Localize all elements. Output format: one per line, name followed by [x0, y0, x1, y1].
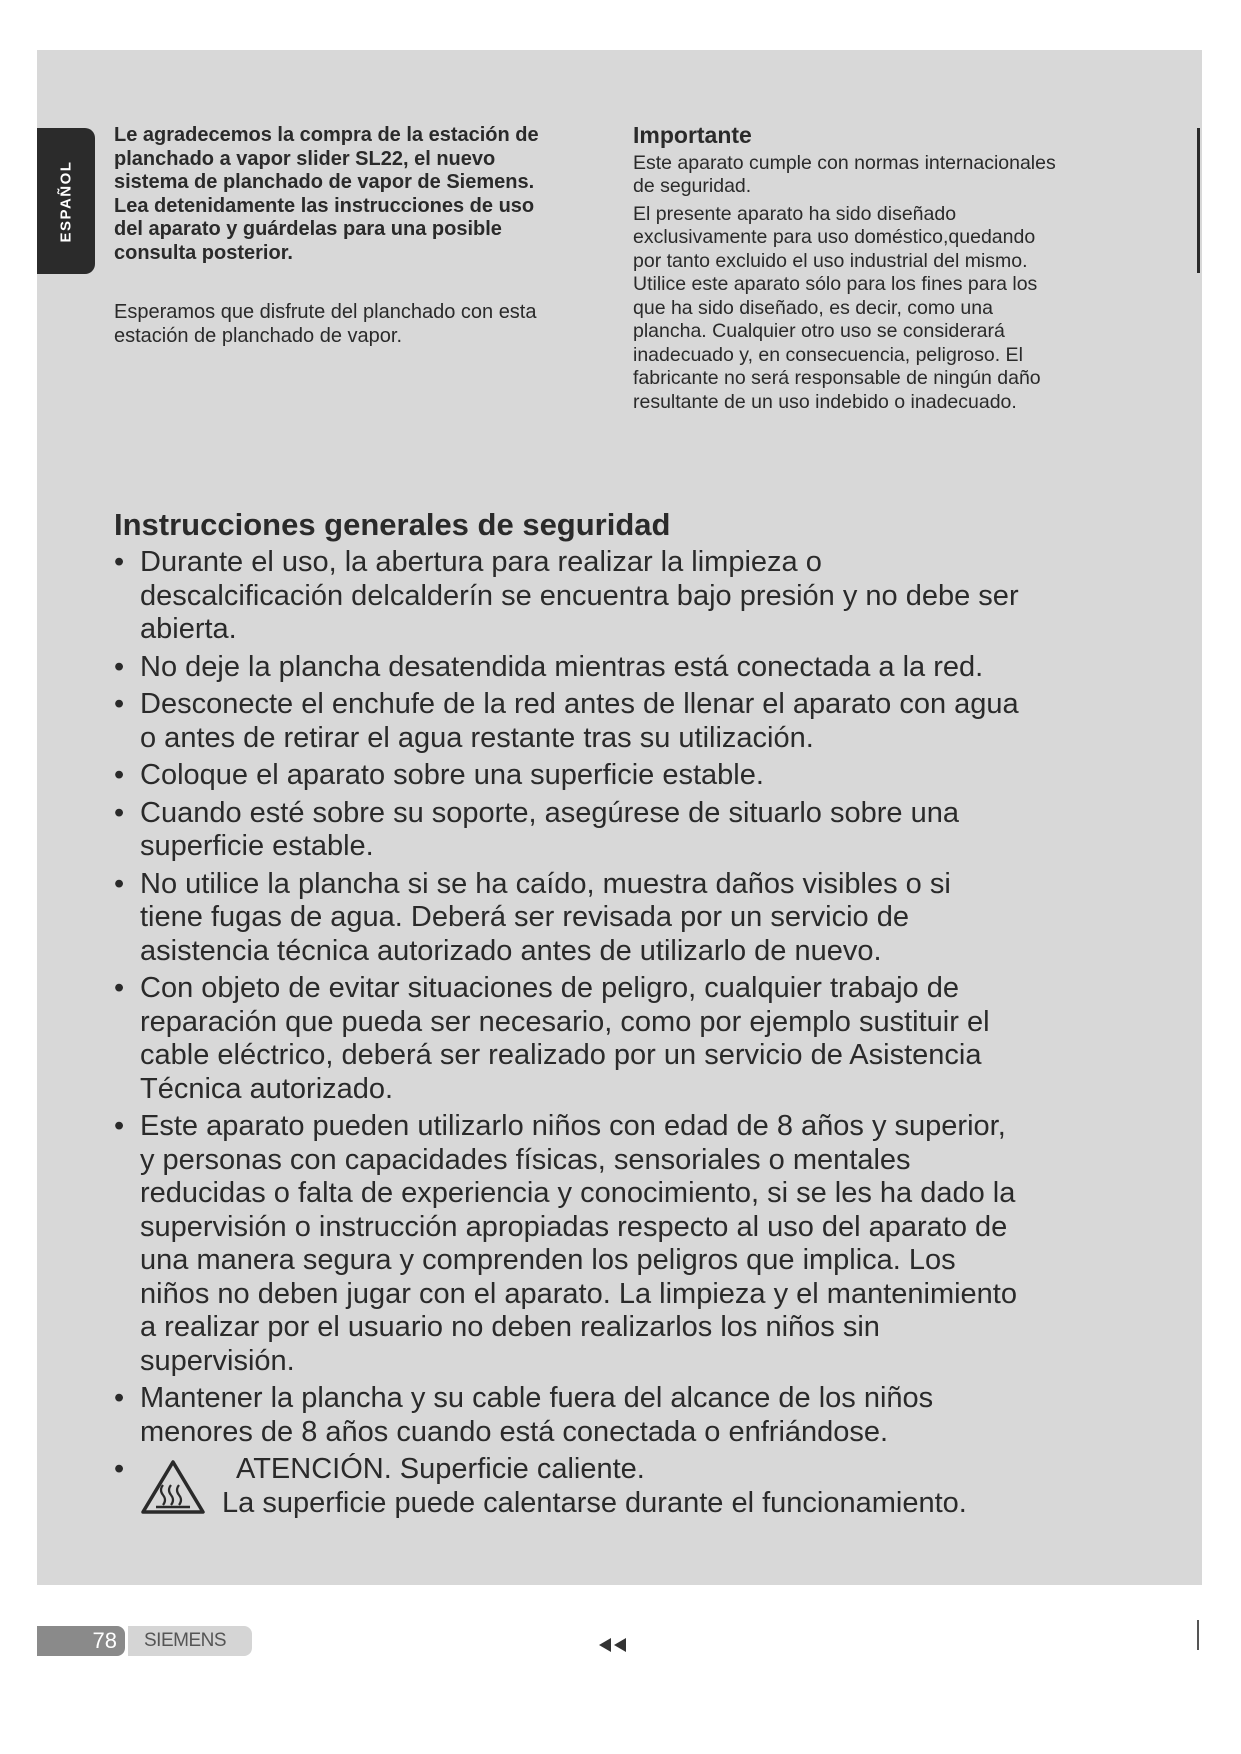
bullet: • [114, 1382, 125, 1414]
important-section [633, 124, 1133, 418]
bullet: • [114, 650, 125, 683]
intro-thanks: Le agradecemos la compra de la estación de planchado a vapor slider SL22, el nuevo sistema de planchado de vapor de Siemens. Lea detenidamente las instrucciones de uso del aparato y guárdelas para una posible consulta posterior. [114, 124, 539, 264]
safety-list [114, 546, 1134, 1533]
previous-page-arrows-icon[interactable] [598, 1637, 632, 1653]
bullet: • [114, 1110, 125, 1142]
page-number: 78 [37, 1626, 125, 1656]
safety-section [114, 506, 1134, 1537]
important-paragraph-2: El presente aparato ha sido diseñado exclusivamente para uso doméstico,quedando por tanto excluido el uso industrial del mismo. Utilice este aparato sólo para los fines para los que ha sido diseñado, es decir, como una plancha. Cualquier otro uso se considerará inadecuado y, en consecuencia, peligroso. El fabricante no será responsable de ningún daño resultante de un uso indebido o inadecuado. [633, 202, 1041, 413]
margin-rule [1197, 128, 1200, 273]
language-tab [37, 128, 95, 274]
footer-rule [1197, 1620, 1199, 1650]
safety-item-unplug: • Desconecte el enchufe de la red antes de llenar el aparato con agua o antes de retirar el agua restante tras su utilización. [114, 688, 1019, 754]
bullet: • [114, 972, 125, 1004]
bullet: • [114, 759, 125, 791]
safety-item-damage: • No utilice la plancha si se ha caído, muestra daños visibles o si tiene fugas de agua. Deberá ser revisada por un servicio de asistencia técnica autorizado antes de utilizarlo de nuevo. [114, 867, 951, 967]
important-paragraph-1: Este aparato cumple con normas internacionales de seguridad. [633, 151, 1056, 197]
important-heading: Importante [633, 122, 752, 148]
intro-section [114, 124, 614, 348]
safety-heading: Instrucciones generales de seguridad [114, 507, 671, 542]
bullet: • [114, 1453, 125, 1485]
safety-item-reach: • Mantener la plancha y su cable fuera del alcance de los niños menores de 8 años cuando está conectada o enfriándose. [114, 1382, 934, 1448]
bullet: • [114, 796, 125, 829]
safety-item-pressure: • Durante el uso, la abertura para realizar la limpieza o descalcificación delcalderín se encuentra bajo presión y no debe ser abierta. [114, 546, 1019, 645]
safety-item-children: • Este aparato pueden utilizarlo niños con edad de 8 años y superior, y personas con capacidades físicas, sensoriales o mentales reducidas o falta de experiencia y conocimiento, si se les ha dado la supervisión o instrucción apropiadas respecto al uso del aparato de una manera segura y comprenden los peligros que implica. Los niños no deben jugar con el aparato. La limpieza y el mantenimiento a realizar por el usuario no deben realizarlos los niños sin supervisión. [114, 1110, 1017, 1377]
safety-item-hot-surface [114, 1453, 1134, 1533]
bullet: • [114, 867, 125, 900]
safety-item-unattended: • No deje la plancha desatendida mientras está conectada a la red. [114, 650, 984, 683]
bullet: • [114, 546, 125, 578]
warning-text: La superficie puede calentarse durante el funcionamiento. [222, 1486, 967, 1519]
bullet: • [114, 688, 125, 720]
brand-label: SIEMENS [128, 1626, 252, 1656]
hot-surface-warning-icon [140, 1459, 206, 1515]
language-tab-label: ESPAÑOL [57, 160, 75, 242]
warning-title: ATENCIÓN. Superficie caliente. [236, 1453, 645, 1485]
safety-item-stable-surface: • Coloque el aparato sobre una superficie estable. [114, 759, 764, 791]
safety-item-repair: • Con objeto de evitar situaciones de peligro, cualquier trabajo de reparación que pueda ser necesario, como por ejemplo sustituir el cable eléctrico, deberá ser realizado por un servicio de Asistencia Técnica autorizado. [114, 972, 990, 1105]
intro-enjoy: Esperamos que disfrute del planchado con esta estación de planchado de vapor. [114, 301, 537, 347]
safety-item-stand: • Cuando esté sobre su soporte, asegúrese de situarlo sobre una superficie estable. [114, 796, 959, 862]
